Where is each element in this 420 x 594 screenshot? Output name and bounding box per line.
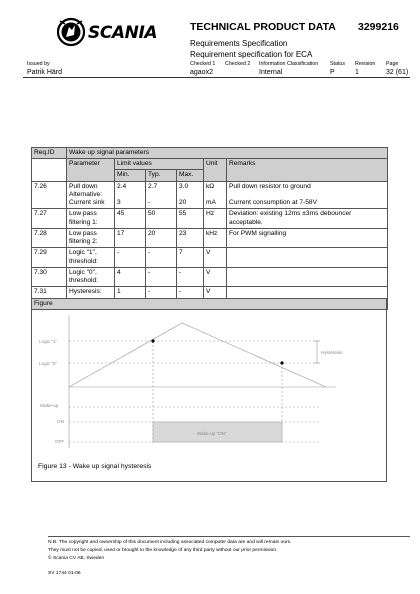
max-header: Max. (177, 170, 204, 181)
table-row (32, 181, 388, 209)
unit-cell: Hz (204, 209, 227, 228)
logic0-label: Logic "0" (39, 361, 58, 366)
footer-divider (48, 536, 410, 537)
revision-label: Revision (355, 61, 376, 67)
info-class-value: Internal (259, 69, 283, 76)
typ-header: Typ. (146, 170, 177, 181)
copyright-notice-2: They must not be copied, used or brought to the knowledge of any third party without our prior permission. (48, 548, 278, 553)
issued-by-value: Patrik Härd (27, 69, 63, 76)
req-id-header: Req.ID (32, 148, 67, 159)
remark-cell (227, 287, 388, 298)
min-cell: 1 (115, 287, 146, 298)
remark-cell: Pull down resistor to ground Current consumption at 7-58V (227, 181, 388, 209)
rising-threshold-point (151, 339, 154, 342)
min-cell: 4 (115, 267, 146, 286)
remarks-header: Remarks (227, 159, 388, 181)
griffin-badge-icon (57, 15, 85, 49)
figure-caption: Figure 13 - Wake up signal hysteresis (38, 463, 152, 470)
typ-cell: 50 (146, 209, 177, 228)
checked1-value: agaox2 (190, 69, 213, 76)
min-cell: - (115, 248, 146, 267)
max-cell: - (177, 267, 204, 286)
off-label: OFF (55, 439, 65, 444)
typ-cell: 20 (146, 228, 177, 247)
req-id: 7.28 (32, 228, 67, 247)
copyright-holder: © Scania CV AB, Sweden (48, 556, 105, 561)
typ-cell: - (146, 267, 177, 286)
issued-by-label: Issued by (27, 61, 50, 67)
req-id: 7.31 (32, 287, 67, 298)
parameter-header: Parameter (67, 159, 115, 181)
info-class-label: Information Classification (259, 61, 319, 67)
signal-ramp (69, 323, 326, 387)
req-id: 7.29 (32, 248, 67, 267)
typ-cell: 2.7 - (146, 181, 177, 209)
req-id: 7.26 (32, 181, 67, 209)
scania-logo (57, 15, 167, 51)
checked2-label: Checked 2 (225, 61, 251, 67)
wake-up-parameters-table (31, 147, 388, 310)
header-divider (23, 77, 410, 78)
brand-wordmark: SCANIA (88, 23, 158, 43)
unit-cell: kHz (204, 228, 227, 247)
max-cell: - (177, 287, 204, 298)
hysteresis-label: Hysteresis (321, 350, 343, 355)
max-cell: 7 (177, 248, 204, 267)
unit-cell: V (204, 248, 227, 267)
table-row (32, 248, 388, 267)
parameter-cell: Low pass filtering 2: (67, 228, 115, 247)
max-cell: 23 (177, 228, 204, 247)
limit-values-header: Limit values (115, 159, 204, 170)
on-label: ON (57, 419, 64, 424)
unit-cell: V (204, 287, 227, 298)
min-cell: 2.4 3 (115, 181, 146, 209)
hysteresis-diagram (31, 305, 387, 455)
unit-header: Unit (204, 159, 227, 181)
copyright-notice-1: N.B. The copyright and ownership of this document including associated computer data are and will remain ours. (48, 540, 292, 545)
page-label: Page (386, 61, 399, 67)
form-id: SV 1744 01-06 (48, 571, 81, 576)
remark-cell: Deviation: existing 12ms ±3ms debouncer acceptable. (227, 209, 388, 228)
table-row (32, 228, 388, 247)
parameter-cell: Logic "0", threshold: (67, 267, 115, 286)
document-subtitle: Requirements Specification (190, 39, 288, 48)
max-cell: 3.0 20 (177, 181, 204, 209)
document-type-title: TECHNICAL PRODUCT DATA (190, 21, 336, 33)
max-cell: 55 (177, 209, 204, 228)
typ-cell: - (146, 287, 177, 298)
document-subtitle-2: Requirement specification for ECA (190, 50, 313, 59)
typ-cell: - (146, 248, 177, 267)
remark-cell (227, 267, 388, 286)
req-id: 7.30 (32, 267, 67, 286)
remark-cell: For PWM signalling (227, 228, 388, 247)
min-cell: 45 (115, 209, 146, 228)
min-cell: 17 (115, 228, 146, 247)
remark-cell (227, 248, 388, 267)
checked1-label: Checked 1 (190, 61, 216, 67)
falling-threshold-point (280, 361, 283, 364)
page-value: 32 (61) (386, 69, 409, 76)
table-row (32, 267, 388, 286)
unit-cell: kΩ mA (204, 181, 227, 209)
wakeup-label: Wake-up (40, 403, 59, 408)
figure-section-label: Figure (32, 298, 388, 309)
logic1-label: Logic "1" (39, 339, 58, 344)
document-number: 3299216 (358, 21, 399, 33)
status-value: P (330, 69, 335, 76)
parameter-cell: Logic "1", threshold: (67, 248, 115, 267)
parameter-cell: Pull down Alternative: Current sink (67, 181, 115, 209)
section-title: Wake up signal parameters (67, 148, 388, 159)
parameter-cell: Low pass filtering 1: (67, 209, 115, 228)
req-id: 7.27 (32, 209, 67, 228)
parameter-cell: Hysteresis: (67, 287, 115, 298)
status-label: Status (330, 61, 346, 67)
table-row (32, 209, 388, 228)
unit-cell: V (204, 267, 227, 286)
wakeup-on-label: Wake-up "ON" (197, 431, 227, 436)
table-row (32, 287, 388, 298)
revision-value: 1 (355, 69, 359, 76)
min-header: Min. (115, 170, 146, 181)
